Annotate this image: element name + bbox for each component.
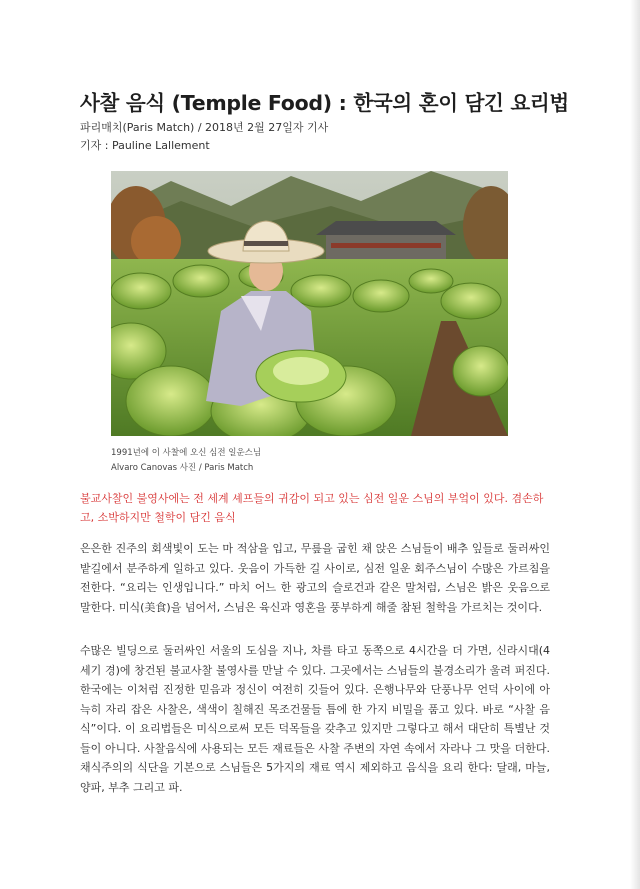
article-lead: 불교사찰인 불영사에는 전 세계 셰프들의 귀감이 되고 있는 심전 일운 스님의 부엌이 있다. 겸손하고, 소박하지만 철학이 담긴 음식	[80, 492, 544, 524]
article-paragraph: 은은한 진주의 회색빛이 도는 마 적삼을 입고, 무릎을 굽힌 채 앉은 스님들이 배추 잎들로 둘러싸인 밭길에서 분주하게 일하고 있다. 웃음이 가득한 길 사이로, 심전 일운 회주스님이 수많은 가르침을 전한다. “요리는 인생입니다.” 마치 어느 한 광고의 슬로건과 같은 말처럼, 스님은 밝은 웃음으로 말한다. 미식(美食)을 넘어서, 스님은 육신과 영혼을 풍부하게 해줄 참된 철학을 가르치는 것이다.	[80, 542, 550, 614]
page-edge-shadow	[630, 0, 640, 889]
article-reporter: 기자 : Pauline Lallement	[80, 139, 210, 152]
article-photo	[111, 171, 508, 436]
article-title: 사찰 음식 (Temple Food) : 한국의 혼이 담긴 요리법	[80, 91, 569, 115]
photo-credit: Alvaro Canovas 사진 / Paris Match	[111, 463, 254, 473]
photo-caption: 1991년에 이 사찰에 오신 심전 일운스님	[111, 448, 262, 458]
monk-in-cabbage-field-image	[111, 171, 508, 436]
article-source: 파리매치(Paris Match) / 2018년 2월 27일자 기사	[80, 121, 329, 134]
article-paragraph: 수많은 빌딩으로 둘러싸인 서울의 도심을 지나, 차를 타고 동쪽으로 4시간을 더 가면, 신라시대(4세기 경)에 창건된 불교사찰 불영사를 만날 수 있다. 그곳에서는 스님들의 불경소리가 울려 퍼진다. 한국에는 이처럼 진정한 믿음과 정신이 여전히 깃들어 있다. 은행나무와 단풍나무 언덕 사이에 아늑히 자리 잡은 사찰은, 색색이 칠해진 목조건물들 틈에 한 가지 비밀을 품고 있다. 바로 “사찰 음식”이다. 이 요리법들은 미식으로써 모든 덕목들을 갖추고 있지만 그렇다고 해서 대단히 특별난 것들이 아니다. 사찰음식에 사용되는 모든 재료들은 사찰 주변의 자연 속에서 자라나 그 맛을 더한다. 채식주의의 식단을 기본으로 스님들은 5가지의 재료 역시 제외하고 음식을 요리 한다: 달래, 마늘, 양파, 부추 그리고 파.	[80, 644, 550, 794]
